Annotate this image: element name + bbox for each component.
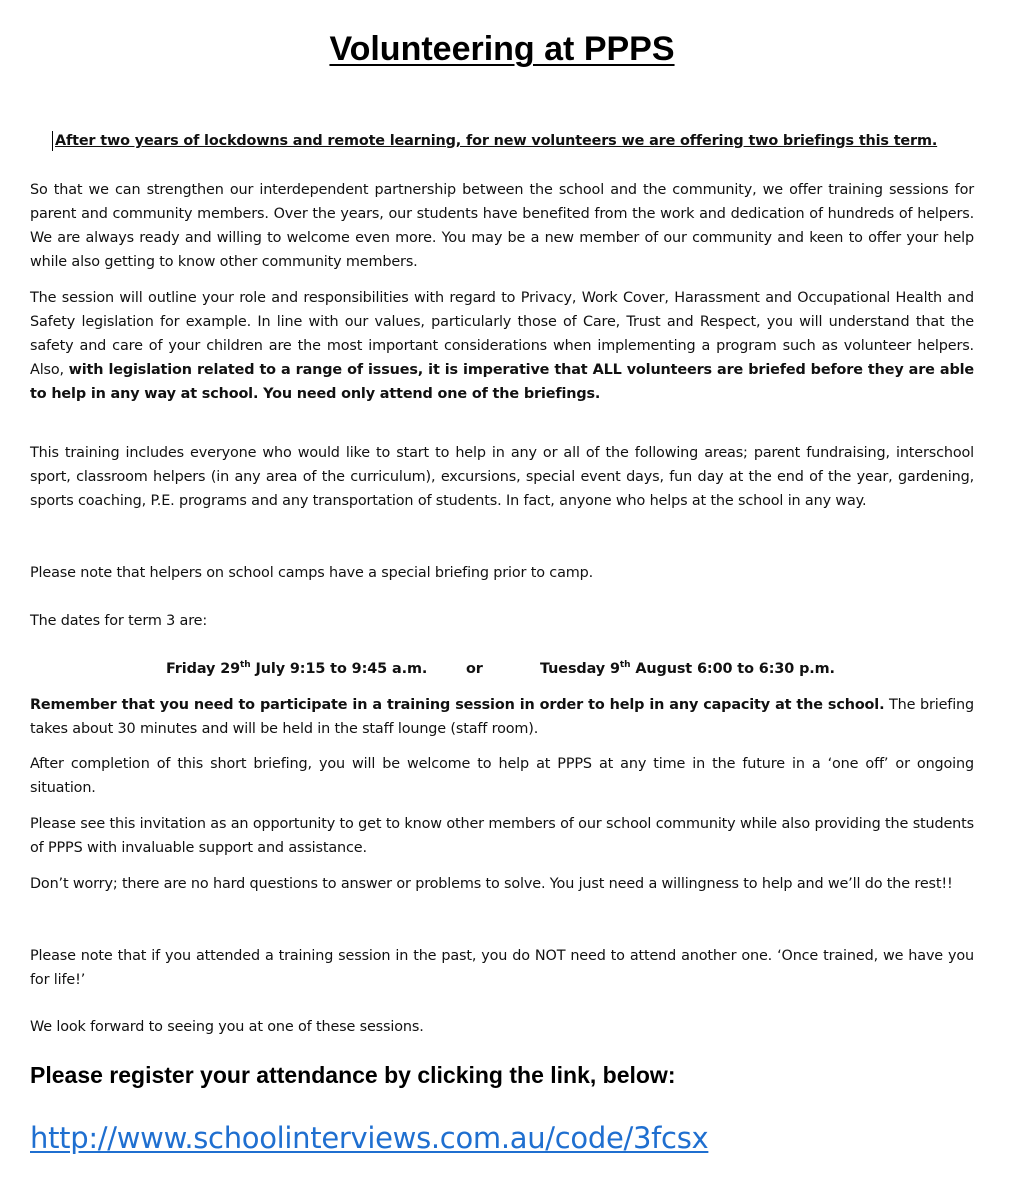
briefing-dates [30,657,974,681]
page-title: Volunteering at PPPS [329,30,675,68]
intro-heading: After two years of lockdowns and remote learning, for new volunteers we are offering two briefings this term. [52,131,985,151]
register-heading: Please register your attendance by clicking the link, below: [30,1062,676,1088]
paragraph-dont-worry: Don’t worry; there are no hard questions to answer or problems to solve. You just need a willingness to help and we’ll do the rest!! [30,876,953,892]
dates-separator: or [466,661,483,677]
paragraph-invitation: Please see this invitation as an opportunity to get to know other members of our school community while also providing the students of PPPS with invaluable support and assistance. [30,816,974,856]
date-1-time: July 9:15 to 9:45 a.m. [250,661,428,677]
date-1-suffix: th [240,660,251,670]
paragraph-partnership: So that we can strengthen our interdependent partnership between the school and the community, we offer training sessions for parent and community members. Over the years, our students have benefited from the work and dedication of hundreds of helpers. We are always ready and willing to welcome even more. You may be a new member of our community and keen to offer your help while also getting to know other community members. [30,182,974,270]
paragraph-training-areas: This training includes everyone who would like to start to help in any or all of the following areas; parent fundraising, interschool sport, classroom helpers (in any area of the curriculum), excursions, special event days, fun day at the end of the year, gardening, sports coaching, P.E. programs and any transportation of students. In fact, anyone who helps at the school in any way. [30,445,974,509]
paragraph-session-outline-emphasis: with legislation related to a range of issues, it is imperative that ALL volunteers are briefed before they are able to help in any way at school. You need only attend one of the briefings. [30,362,974,402]
paragraph-already-trained: Please note that if you attended a training session in the past, you do NOT need to attend another one. ‘Once trained, we have you for life!’ [30,948,974,988]
date-1-day: Friday 29 [166,661,241,677]
briefing-date-1 [166,657,427,681]
briefing-date-2 [540,657,835,681]
paragraph-camp-note: Please note that helpers on school camps have a special briefing prior to camp. [30,565,594,581]
paragraph-dates-intro: The dates for term 3 are: [30,613,208,629]
paragraph-closing: We look forward to seeing you at one of these sessions. [30,1019,424,1035]
paragraph-after-completion: After completion of this short briefing, you will be welcome to help at PPPS at any time in the future in a ‘one off’ or ongoing situation. [30,756,974,796]
paragraph-session-outline [30,286,974,406]
paragraph-session-outline-text: The session will outline your role and responsibilities with regard to Privacy, Work Cover, Harassment and Occupational Health and Safety legislation for example. In line with our values, particularly those of Care, Trust and Respect, you will understand that the safety and care of your children are the most important considerations when implementing a program such as volunteer helpers. Also, [30,290,974,378]
paragraph-requirement [30,693,974,741]
date-2-suffix: th [619,660,631,670]
registration-link[interactable]: http://www.schoolinterviews.com.au/code/3fcsx [30,1121,709,1155]
paragraph-requirement-text: The briefing takes about 30 minutes and will be held in the staff lounge (staff room). [30,697,974,737]
paragraph-requirement-emphasis: Remember that you need to participate in a training session in order to help in any capacity at the school. [30,697,885,713]
date-2-day: Tuesday 9 [540,661,620,677]
date-2-time: August 6:00 to 6:30 p.m. [630,661,835,677]
